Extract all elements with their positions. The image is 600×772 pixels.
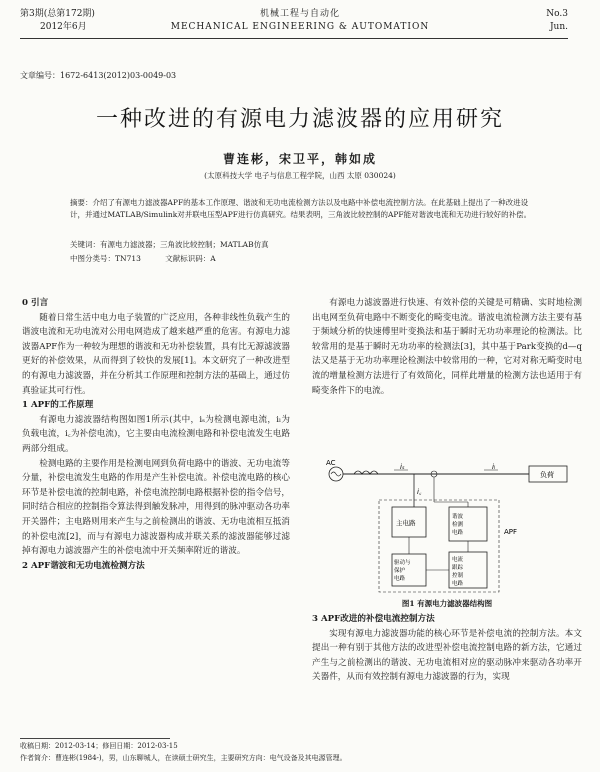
main-circuit-label: 主电路 xyxy=(396,519,416,527)
drive-line1: 驱动与 xyxy=(394,560,411,566)
classification-line xyxy=(70,253,238,264)
drive-circuit-label xyxy=(394,558,412,582)
ac-label: AC xyxy=(326,460,336,467)
journal-no: No.3 xyxy=(546,9,568,19)
journal-name xyxy=(0,8,600,34)
control-line3: 控制 xyxy=(452,573,464,579)
apf-structure-diagram xyxy=(324,460,579,598)
harmonic-detect-line3: 电路 xyxy=(452,530,464,536)
paragraph-control-method: 实现有源电力滤波器功能的核心环节是补偿电流的控制方法。本文提出一种有别于其他方法的改进型补偿电流控制电路的新方法，它通过产生与之前检测出的谐波、无功电流相对应的驱动脉冲来驱动各功率开关器件，从而有效控制有源电力滤波器的行为，实现 xyxy=(312,628,582,683)
right-column-bottom xyxy=(312,612,582,685)
control-line4: 电路 xyxy=(452,581,464,587)
apf-label: APF xyxy=(504,528,518,536)
journal-number xyxy=(546,8,568,34)
right-column-top xyxy=(312,296,582,398)
harmonic-detect-line2: 检测 xyxy=(452,522,464,528)
inductor-icon xyxy=(354,471,378,474)
document-code: 文献标识码：A xyxy=(165,254,216,263)
harmonic-detect-label xyxy=(452,512,465,536)
il-label: iₗ xyxy=(492,463,496,471)
author-affiliation: (太原科技大学 电子与信息工程学院，山西 太原 030024) xyxy=(204,171,396,180)
section-heading-principle: 1 APF的工作原理 xyxy=(22,400,94,411)
journal-month: Jun. xyxy=(549,22,568,32)
is-label: iₛ xyxy=(400,463,405,471)
paragraph-intro: 随着日常生活中电力电子装置的广泛应用，各种非线性负载产生的谐波电流和无功电流对公用电网造成了越来越严重的危害。有源电力滤波器APF作为一种较为理想的谐波和无功补偿装置，具有比无源滤波器更好的补偿效果，从而得到了较快的发展[1]。本文研究了一种改进型的有源电力滤波器，并在分析其工作原理和控制方法的基础上，通过仿真验证其可行性。 xyxy=(22,312,290,396)
paragraph-detection-methods: 有源电力滤波器进行快速、有效补偿的关键是可精确、实时地检测出电网至负荷电路中不断变化的畸变电流。谐波电流检测方法主要有基于频域分析的快速傅里叶变换法和基于瞬时无功功率理论的检测法。比较常用的是基于瞬时无功功率的检测法[3]，其中基于Park变换的d—q法又是基于无功功率理论检测法中较常用的一种，它对对称无畸变时电流的增量检测方法进行了有效简化，同样此增量的检测方法也适用于有畸变条件下的电流。 xyxy=(312,298,582,396)
section-heading-intro: 0 引言 xyxy=(22,298,49,308)
sine-wave-icon xyxy=(331,472,341,476)
paragraph-detection: 检测电路的主要作用是检测电网到负荷电路中的谐波、无功电流等分量，补偿电流发生电路的作用是产生补偿电流。补偿电流电路的核心环节是补偿电流的控制电路，补偿电流控制电路根据补偿的指令信号，同时结合相应的控制指令算法得到触发脉冲，用得到的脉冲驱动各功率开关器件；主电路则用来产生与之前检测出的谐波、无功电流相互抵消的补偿电流[2]，而与有源电力滤波器构成并联关系的滤波器能够过滤掉有源电力滤波器产生的补偿电流中开关频率附近的谐波。 xyxy=(22,458,290,557)
clc-number: 中图分类号：TN713 xyxy=(70,254,141,263)
current-control-label xyxy=(452,555,465,587)
journal-name-en: MECHANICAL ENGINEERING & AUTOMATION xyxy=(170,22,430,32)
control-line1: 电流 xyxy=(452,557,464,563)
left-column xyxy=(22,296,290,573)
drive-line3: 电路 xyxy=(394,576,406,582)
paragraph-structure: 有源电力滤波器结构图如图1所示(其中，iₛ为检测电源电流，iₗ为负载电流，i꜀为补偿电流)，它主要由电流检测电路和补偿电流发生电路两部分组成。 xyxy=(22,414,290,454)
paper-title: 一种改进的有源电力滤波器的应用研究 xyxy=(95,107,504,132)
control-line2: 跟踪 xyxy=(452,565,464,571)
journal-name-cn: 机械工程与自动化 xyxy=(259,9,340,19)
paper-authors: 曹连彬，宋卫平，韩如成 xyxy=(222,152,377,166)
issue-date: 2012年6月 xyxy=(40,22,87,32)
figure-caption: 图1 有源电力滤波器结构图 xyxy=(401,599,493,608)
issue-number: 第3期(总第172期) xyxy=(20,9,95,19)
footnote-divider xyxy=(20,738,170,739)
header-divider xyxy=(20,38,568,39)
received-date: 收稿日期：2012-03-14；修回日期：2012-03-15 xyxy=(20,742,178,750)
load-label: 负荷 xyxy=(540,471,554,479)
abstract: 摘要：介绍了有源电力滤波器APF的基本工作原理、谐波和无功电流检测方法以及电路中补偿电流控制方法。在此基础上提出了一种改进设计，并通过MATLAB/Simulink对并联电压型APF进行仿真研究。结果表明，三角波比较控制的APF能对谐波电流和无功进行较好的补偿。 xyxy=(70,198,532,219)
ic-label: i꜀ xyxy=(417,488,422,496)
drive-line2: 保护 xyxy=(394,568,406,574)
section-heading-control-method: 3 APF改进的补偿电流控制方法 xyxy=(312,614,435,624)
section-heading-detection-method: 2 APF谐波和无功电流检测方法 xyxy=(22,560,145,571)
author-bio: 作者简介：曹连彬(1984-)，男，山东聊城人，在读硕士研究生，主要研究方向：电气设备及其电源管理。 xyxy=(20,754,347,762)
article-number: 文章编号：1672-6413(2012)03-0049-03 xyxy=(20,71,177,80)
harmonic-detect-line1: 谐波 xyxy=(452,514,464,520)
keywords: 关键词：有源电力滤波器；三角波比较控制；MATLAB仿真 xyxy=(70,240,269,249)
